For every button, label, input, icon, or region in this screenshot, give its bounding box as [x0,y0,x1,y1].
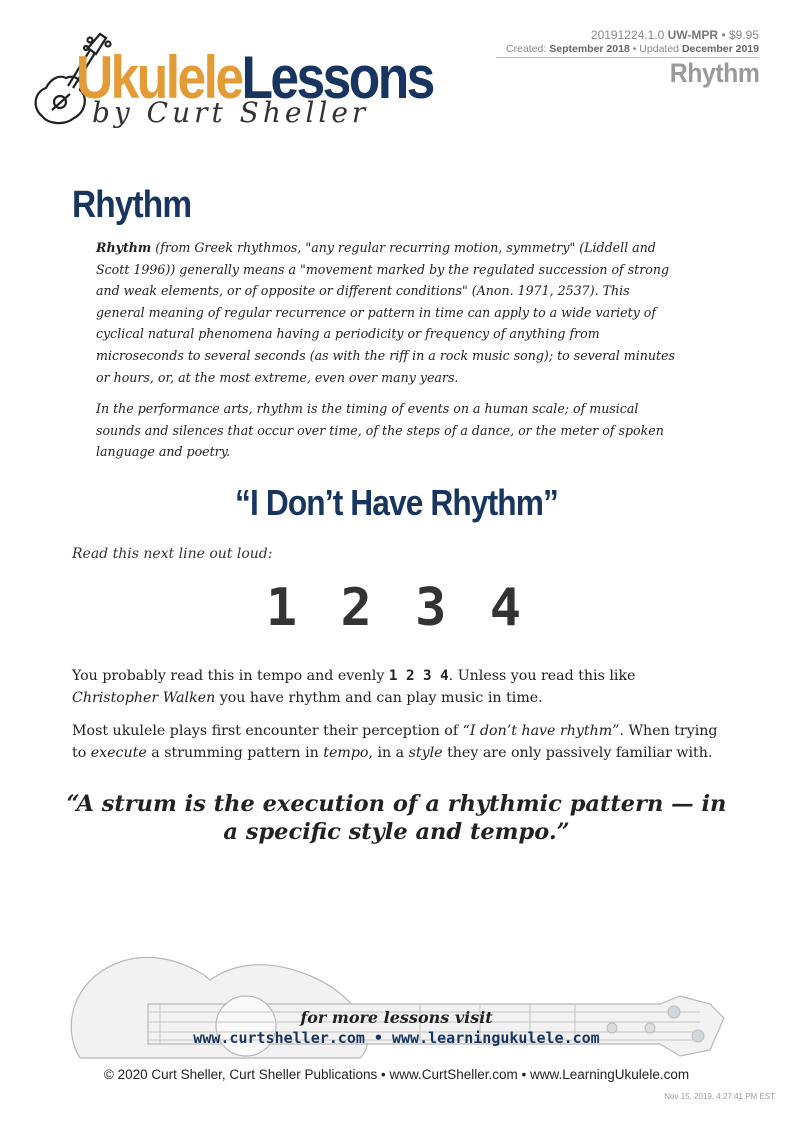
p2-text-c: a strumming pattern in [146,745,324,761]
p2-quote: “I don’t have rhythm” [462,723,620,739]
pull-quote-line-1: “A strum is the execution of a rhythmic pattern — in [66,791,727,817]
header-topic: Rhythm [669,58,759,88]
p1-counts: 1 2 3 4 [388,668,449,684]
updated-date: December 2019 [681,43,759,55]
p2-tempo: tempo [323,745,369,761]
read-instruction: Read this next line out loud: [72,546,273,562]
price: $9.95 [728,28,759,42]
logo-word-ukulele: Ukulele [76,44,242,111]
footer-visit-text: for more lessons visit [300,1008,493,1027]
intro-paragraph-2: In the performance arts, rhythm is the timing of events on a human scale; of musical sounds and silences that occur over time, of the steps of a dance, or the meter of spoken language and poetry. [96,401,664,460]
p1-name: Christopher Walken [72,690,216,706]
body-paragraph-1 [72,665,722,709]
body-paragraph-2 [72,720,722,764]
logo-byline: by Curt Sheller [92,96,370,129]
pull-quote-line-2: a specific style and tempo.” [223,819,570,845]
p2-text-b: . When trying to [72,723,718,761]
meta-separator: • [721,28,726,42]
version-number: 20191224.1.0 [590,28,665,42]
p2-text-e: they are only passively familiar with. [442,745,713,761]
print-timestamp: Nov 15, 2019, 4:27:41 PM EST [664,1092,775,1101]
p2-execute: execute [90,745,147,761]
p2-text-d: , in a [368,745,409,761]
count-numbers: 1 2 3 4 [265,578,528,638]
intro-term: Rhythm [96,240,152,255]
p1-text-c: you have rhythm and can play music in time. [215,690,543,706]
intro-paragraph-1 [96,237,678,388]
footer-link-learningukulele[interactable]: www.learningukulele.com [391,1029,600,1047]
p2-style: style [408,745,443,761]
pull-quote [0,790,793,846]
footer-urls [0,1029,793,1047]
section-title: Rhythm [72,184,192,226]
created-label: Created: [506,43,547,55]
footer-copyright: © 2020 Curt Sheller, Curt Sheller Publications • www.CurtSheller.com • www.LearningUkulele.com [103,1067,690,1082]
footer-url-separator: • [364,1029,392,1047]
subsection-title [0,482,793,524]
created-date: September 2018 [549,43,630,55]
intro-text-1: (from Greek rhythmos, "any regular recurring motion, symmetry" (Liddell and Scott 1996)) generally means a "movement marked by the regulated succession of strong and weak elements, or of opposite or different conditions" (Anon. 1971, 2537). This general meaning of regular recurrence or pattern in time can apply to a wide variety of cyclical natural phenomena having a periodicity or frequency of anything from microseconds to several seconds (as with the riff in a rock music song); to several minutes or hours, or, at the most extreme, even over many years. [96,240,675,385]
p1-text-a: You probably read this in tempo and evenly [72,668,389,684]
logo-word-lessons: Lessons [241,44,433,111]
document-version [591,28,759,42]
p2-text-a: Most ukulele plays first encounter their perception of [72,723,463,739]
document-dates [506,43,759,55]
product-code: UW-MPR [667,28,719,42]
footer-link-curtsheller[interactable]: www.curtsheller.com [193,1029,365,1047]
subsection-title-text: “I Don’t Have Rhythm” [234,482,558,523]
p1-text-b: . Unless you read this like [448,668,636,684]
updated-label: • Updated [632,43,680,55]
ukulele-outline-icon [60,940,740,1070]
